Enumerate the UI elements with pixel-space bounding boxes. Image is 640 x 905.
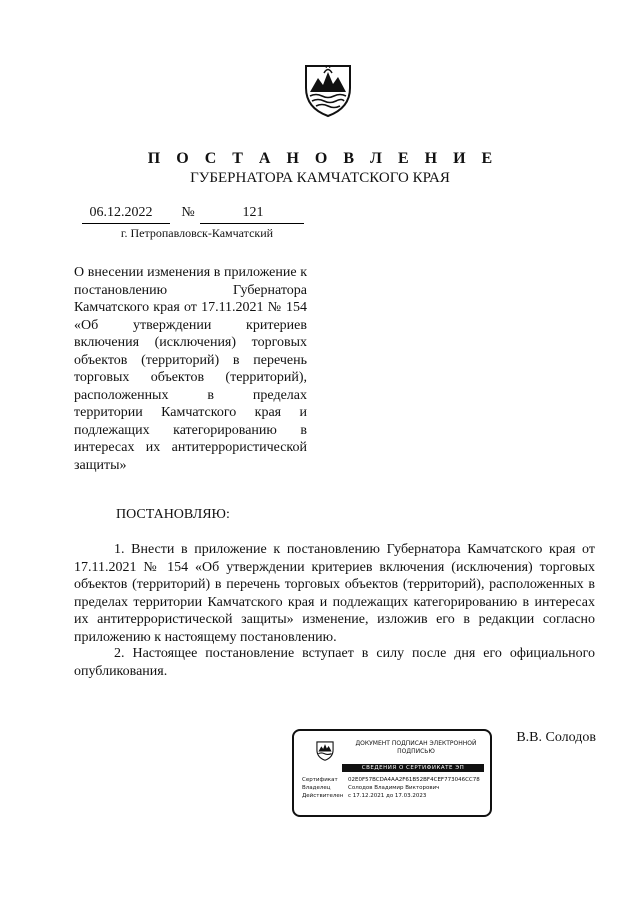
certificate-row (302, 776, 486, 784)
paragraph-1: 1. Внести в приложение к постановлению Губернатора Камчатского края от 17.11.2021 № 154 «Об утверждении критериев включения (исключения) торговых объектов (территорий) в перечень торговых объектов (территорий), расположенных в пределах территории Камчатского края и подлежащих категорированию в интересах их антитеррористической защиты» изменение, изложив его в редакции согласно приложению к настоящему постановлению. (74, 542, 595, 645)
certificate-label: Сертификат (302, 777, 338, 783)
date-underline (82, 223, 170, 224)
signer-name: В.В. Солодов (516, 730, 596, 745)
certificate-value: 02E0F57BCDA4AA2F61B52BF4CEF773046CC78 (348, 777, 480, 783)
paragraph-2: 2. Настоящее постановление вступает в силу после дня его официального опубликования. (74, 646, 595, 679)
stamp-band: СВЕДЕНИЯ О СЕРТИФИКАТЕ ЭП (342, 764, 484, 772)
decree-word: ПОСТАНОВЛЯЮ: (116, 507, 230, 522)
issuer-subtitle: ГУБЕРНАТОРА КАМЧАТСКОГО КРАЯ (190, 170, 450, 186)
certificate-details (302, 776, 486, 800)
document-type-title: П О С Т А Н О В Л Е Н И Е (147, 150, 499, 167)
number-sign: № (181, 205, 195, 220)
owner-value: Солодов Владимир Викторович (348, 785, 440, 791)
document-date: 06.12.2022 (89, 205, 153, 220)
kamchatka-coat-of-arms-icon (298, 58, 358, 118)
stamp-header: ДОКУМЕНТ ПОДПИСАН ЭЛЕКТРОННОЙ ПОДПИСЬЮ (355, 740, 477, 755)
validity-row (302, 792, 486, 800)
validity-label: Действителен (302, 793, 344, 799)
owner-row (302, 784, 486, 792)
validity-value: с 17.12.2021 до 17.03.2023 (348, 793, 427, 799)
kamchatka-coat-of-arms-icon (314, 739, 336, 761)
electronic-signature-stamp (292, 729, 492, 817)
owner-label: Владелец (302, 785, 331, 791)
document-subject: О внесении изменения в приложение к постановлению Губернатора Камчатского края от 17.11.2021 № 154 «Об утверждении критериев включения (исключения) торговых объектов (территорий) в перечень торговых объектов (территорий), расположенных в пределах территории Камчатского края и подлежащих категорированию в интересах их антитеррористической защиты» (74, 265, 307, 473)
number-underline (200, 223, 304, 224)
city-of-issue: г. Петропавловск-Камчатский (120, 226, 274, 240)
document-number: 121 (242, 205, 264, 220)
